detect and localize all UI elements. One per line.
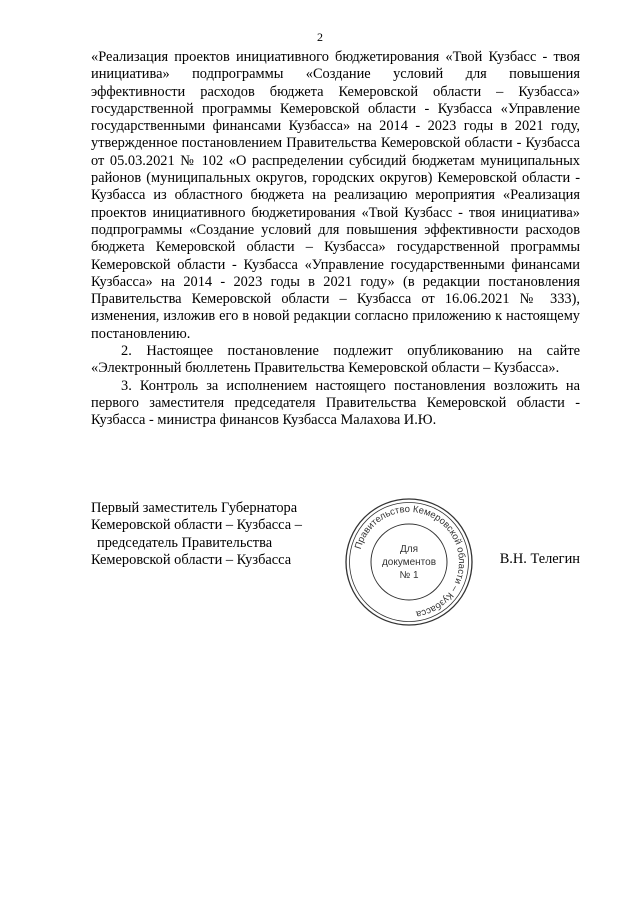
official-seal	[343, 496, 475, 628]
signer-name: В.Н. Телегин	[499, 551, 580, 567]
document-body	[91, 49, 580, 430]
signature-block	[91, 500, 580, 640]
signer-title-line: Кемеровской области – Кузбасса	[91, 551, 292, 568]
signer-title-line: Первый заместитель Губернатора	[91, 500, 298, 516]
page-number: 2	[317, 30, 323, 44]
signer-title-line: председатель Правительства	[97, 534, 273, 551]
paragraph-continuation: «Реализация проектов инициативного бюджетирования «Твой Кузбасс - твоя инициатива» подпрограммы «Создание условий для повышения эффективности расходов бюджета Кемеровской области – Кузбасса» государственной программы Кемеровской области - Кузбасса «Управление государственными финансами Кузбасса» на 2014 - 2023 годы в 2021 году, утвержденное постановлением Правительства Кемеровской области - Кузбасса от 05.03.2021 № 102 «О распределении субсидий бюджетам муниципальных районов (муниципальных округов, городских округов) Кемеровской области - Кузбасса из областного бюджета на реализацию мероприятия «Реализация проектов инициативного бюджетирования «Твой Кузбасс - твоя инициатива» подпрограммы «Создание условий для повышения эффективности расходов бюджета Кемеровской области – Кузбасса» государственной программы Кемеровской области - Кузбасса «Управление государственными финансами Кузбасса» на 2014 - 2023 годы в 2021 году» (в редакции постановления Правительства Кемеровской области – Кузбасса от 16.06.2021 № 333), изменения, изложив его в новой редакции согласно приложению к настоящему постановлению.	[91, 49, 580, 342]
seal-center-line: № 1	[399, 570, 419, 581]
seal-center-line: документов	[381, 557, 437, 568]
paragraph-control: 3. Контроль за исполнением настоящего постановления возложить на первого заместителя председателя Правительства Кемеровской области - Кузбасса - министра финансов Кузбасса Малахова И.Ю.	[91, 377, 580, 429]
seal-ring-text: Правительство Кемеровской области – Кузбасса	[352, 503, 468, 620]
paragraph-publication: 2. Настоящее постановление подлежит опубликованию на сайте «Электронный бюллетень Правительства Кемеровской области – Кузбасса».	[91, 343, 580, 377]
seal-center-line: Для	[399, 544, 419, 555]
signer-title-line: Кемеровской области – Кузбасса –	[91, 517, 302, 534]
signer-title	[91, 500, 302, 569]
